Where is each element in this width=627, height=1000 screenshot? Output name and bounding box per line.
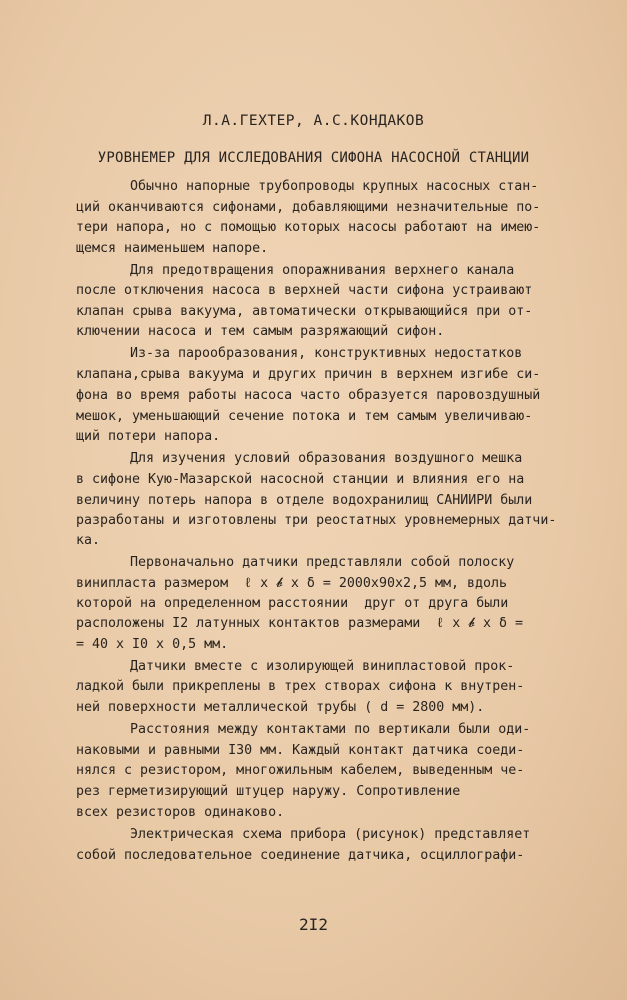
text-line: ка. (76, 533, 101, 548)
text-line: мешок, уменьшающий сечение потока и тем самым увеличиваю- (76, 409, 533, 424)
text-line: рез герметизирующий штуцер наружу. Сопротивление (76, 784, 461, 799)
text-line: всех резисторов одинаково. (76, 805, 285, 820)
text-line: ключении насоса и тем самым разряжающий сифон. (76, 324, 445, 339)
text-line: ней поверхности металлической трубы ( d = 2800 мм). (76, 700, 485, 715)
text-line: ладкой были прикреплены в трех створах сифона к внутрен- (76, 679, 525, 694)
text-line: Обычно напорные трубопроводы крупных насосных стан- (130, 179, 539, 194)
article-title: УРОВНЕМЕР ДЛЯ ИССЛЕДОВАНИЯ СИФОНА НАСОСНОЙ СТАНЦИИ (97, 150, 530, 166)
text-line: наковыми и равными I30 мм. Каждый контакт датчика соеди- (76, 743, 525, 758)
text-line: в сифоне Кую-Мазарской насосной станции и влияния его на (76, 472, 525, 487)
text-line: щий потери напора. (76, 429, 221, 444)
page-number: 2I2 (299, 915, 328, 934)
text-line: Расстояния между контактами по вертикали были оди- (130, 722, 531, 737)
text-line: Первоначально датчики представляли собой полоску (130, 555, 515, 570)
text-line: собой последовательное соединение датчика, осциллографи- (76, 848, 525, 863)
text-line: тери напора, но с помощью которых насосы работают на имею- (76, 220, 541, 235)
text-line: после отключения насоса в верхней части сифона устраивают (76, 283, 533, 298)
authors: Л.А.ГЕХТЕР, А.С.КОНДАКОВ (202, 113, 425, 129)
text-line: фона во время работы насоса часто образуется паровоздушный (76, 388, 541, 403)
text-line: клапан срыва вакуума, автоматически открывающийся при от- (76, 304, 533, 319)
text-line: Для предотвращения опоражнивания верхнего канала (130, 263, 515, 278)
text-line: щемся наименьшем напоре. (76, 241, 269, 256)
text-line: Электрическая схема прибора (рисунок) представляет (130, 827, 531, 842)
text-line: величину потерь напора в отделе водохранилищ САНИИРИ были (76, 493, 533, 508)
text-line: расположены I2 латунных контактов размерами ℓ x 𝓫 x δ = (76, 616, 524, 631)
text-line: = 40 х I0 х 0,5 мм. (76, 637, 229, 652)
text-line: Датчики вместе с изолирующей винипластовой прок- (130, 659, 515, 674)
text-line: ций оканчиваются сифонами, добавляющими незначительные по- (76, 200, 541, 215)
text-line: клапана,срыва вакуума и других причин в верхнем изгибе си- (76, 367, 541, 382)
text-line: Из-за парообразования, конструктивных недостатков (130, 346, 523, 361)
text-line: которой на определенном расстоянии друг от друга были (76, 596, 509, 611)
text-line: Для изучения условий образования воздушного мешка (130, 451, 523, 466)
text-line: разработаны и изготовлены три реостатных уровнемерных датчи- (76, 513, 557, 528)
text-line: нялся с резистором, многожильным кабелем, выведенным че- (76, 763, 525, 778)
text-line: винипласта размером ℓ x 𝓫 x δ = 2000х90х2,5 мм, вдоль (76, 576, 508, 591)
